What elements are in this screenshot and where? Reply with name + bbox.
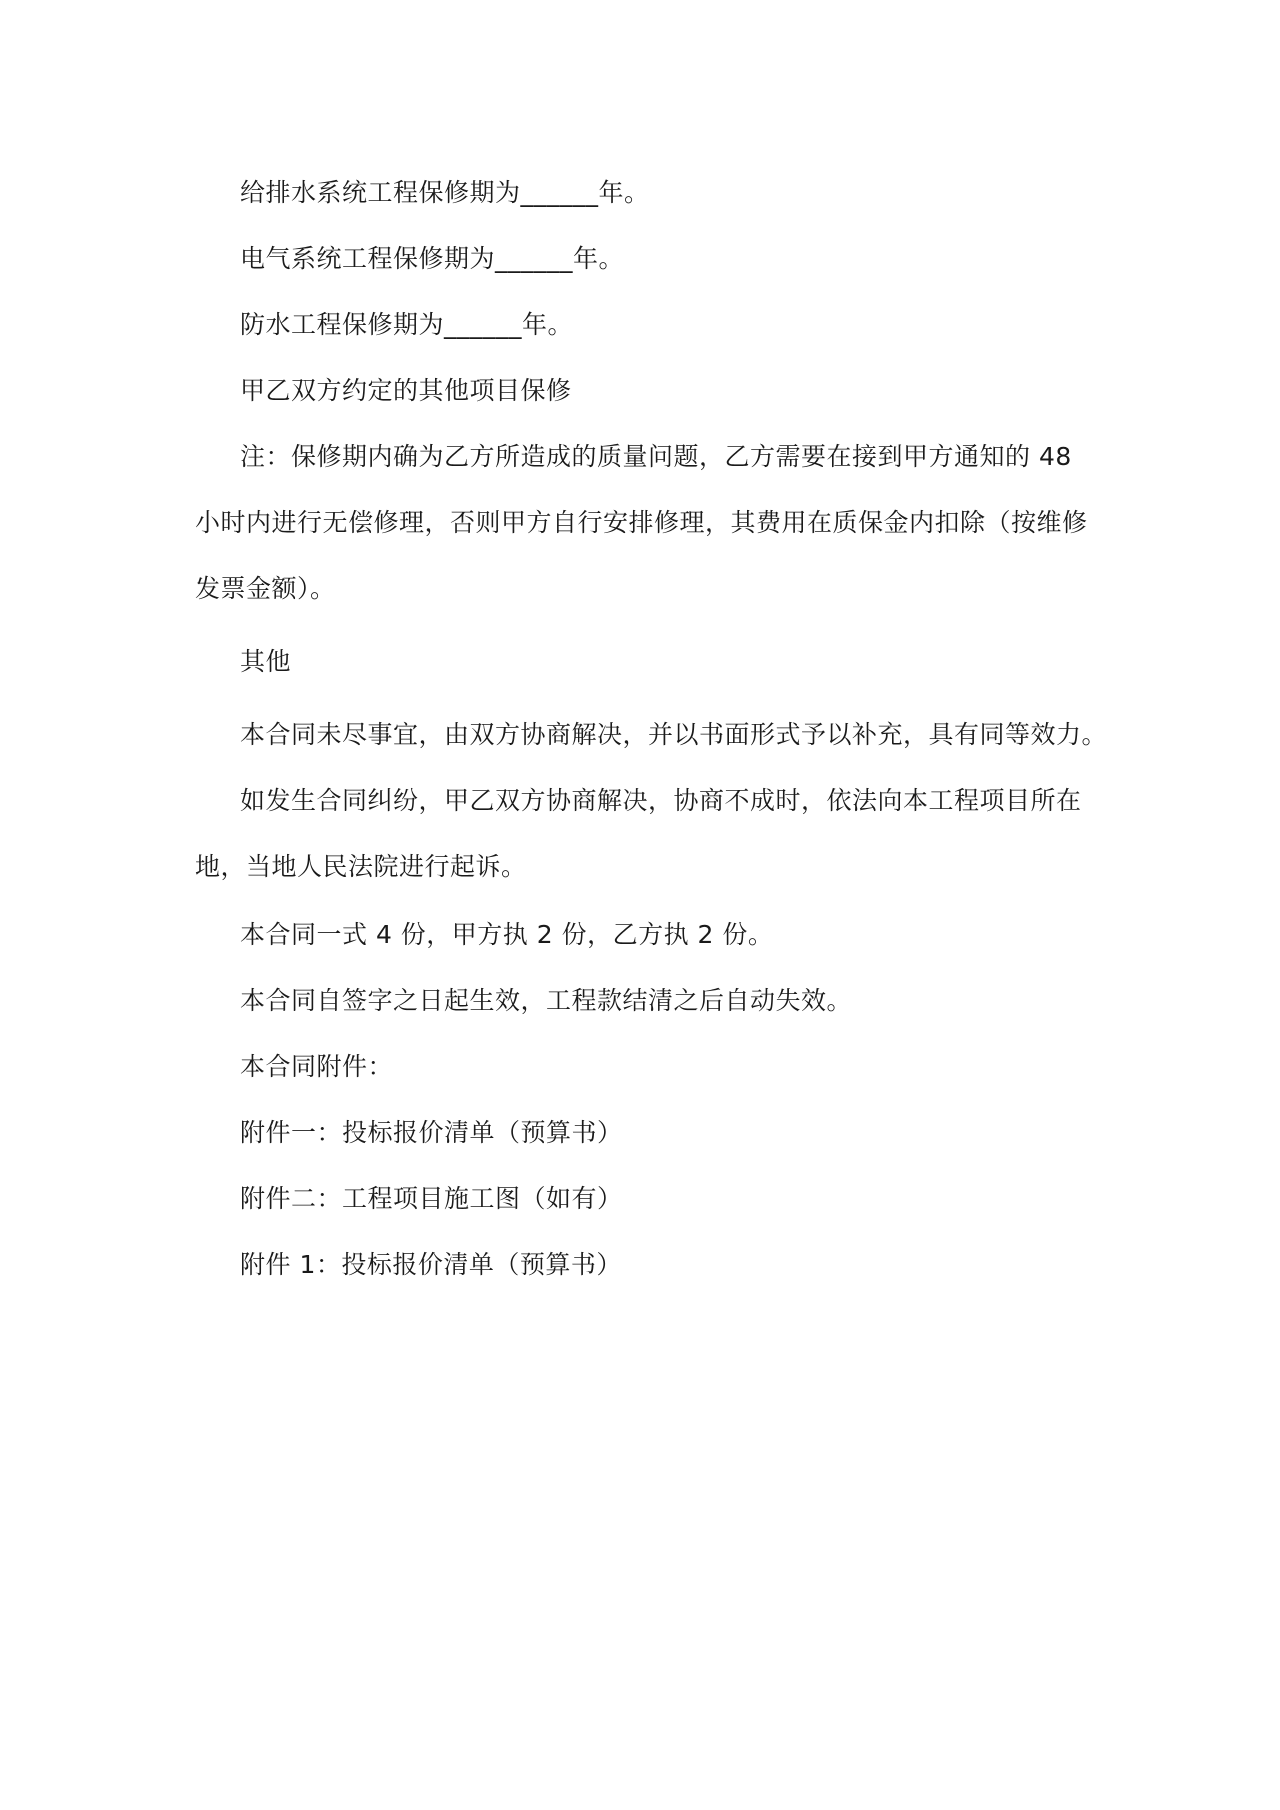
warranty-electrical-line: 电气系统工程保修期为______年。 — [240, 244, 625, 273]
dispute-paragraph-line-2: 地，当地人民法院进行起诉。 — [195, 852, 527, 881]
warranty-waterproof-line: 防水工程保修期为______年。 — [240, 310, 574, 339]
note-paragraph-line-1: 注：保修期内确为乙方所造成的质量问题，乙方需要在接到甲方通知的 48 — [240, 442, 1072, 471]
attachments-heading: 本合同附件： — [240, 1052, 394, 1081]
attachment-1-line: 附件 1：投标报价清单（预算书） — [240, 1250, 622, 1279]
other-heading: 其他 — [240, 647, 292, 676]
unresolved-matters-line: 本合同未尽事宜，由双方协商解决，并以书面形式予以补充，具有同等效力。 — [240, 720, 1108, 749]
dispute-paragraph-line-1: 如发生合同纠纷，甲乙双方协商解决，协商不成时，依法向本工程项目所在 — [240, 786, 1082, 815]
attachment-two-line: 附件二：工程项目施工图（如有） — [240, 1184, 623, 1213]
attachment-one-line: 附件一：投标报价清单（预算书） — [240, 1118, 623, 1147]
note-paragraph-line-2: 小时内进行无偿修理，否则甲方自行安排修理，其费用在质保金内扣除（按维修 — [195, 508, 1088, 537]
copies-line: 本合同一式 4 份，甲方执 2 份，乙方执 2 份。 — [240, 920, 774, 949]
note-paragraph-line-3: 发票金额）。 — [195, 574, 336, 603]
other-warranty-heading: 甲乙双方约定的其他项目保修 — [240, 376, 572, 405]
warranty-plumbing-line: 给排水系统工程保修期为______年。 — [240, 178, 650, 207]
effective-date-line: 本合同自签字之日起生效，工程款结清之后自动失效。 — [240, 986, 853, 1015]
